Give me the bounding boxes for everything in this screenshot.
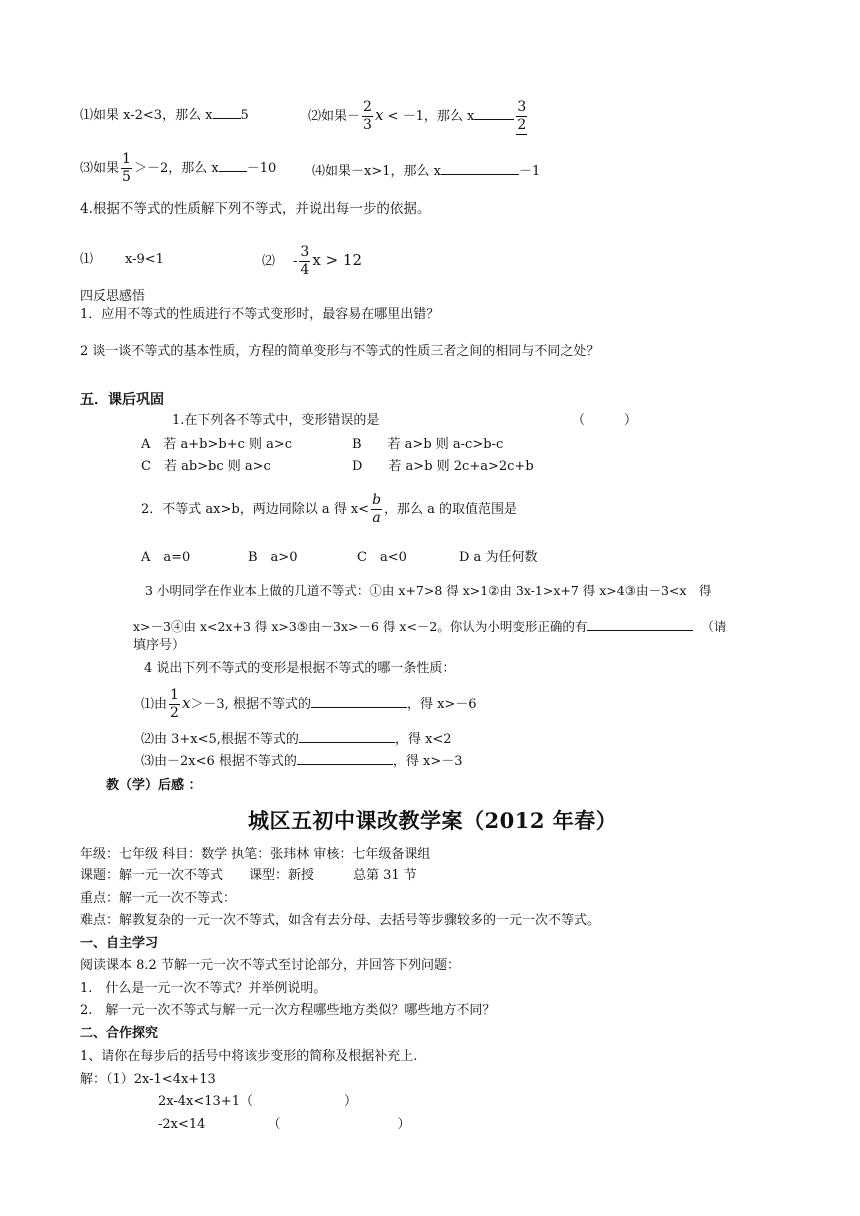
cons-q4-2-tail: ，得 x<2 xyxy=(394,732,452,747)
afterthought: 教（学）后感 ： xyxy=(106,778,202,793)
plan-sec2-q1: 1、请你在每步后的括号中将该步变形的简称及根据补充上. xyxy=(80,1049,418,1064)
plan-meta-2: 课题：解一元一次不等式 课型：新授 总第 31 节 xyxy=(80,868,417,883)
ex3-q3-fraction: $\frac{1}{5}$ xyxy=(122,151,131,185)
cons-q4-2-text: ⑵由 3+x<5,根据不等式的 xyxy=(141,732,299,747)
ex4-p2-minus: - xyxy=(293,254,298,269)
cons-q4-3 xyxy=(141,752,463,770)
plan-solution-label: 解：（1）2x-1<4x+13 xyxy=(80,1072,216,1087)
cons-q2-option-a[interactable]: A a=0 xyxy=(141,550,191,565)
cons-q4-1-var: x xyxy=(181,694,191,712)
plan-title: 城区五初中课改教学案（2012 年春） xyxy=(248,808,618,833)
ex4-title: 4.根据不等式的性质解下列不等式，并说出每一步的依据。 xyxy=(80,201,431,217)
cons-q2 xyxy=(141,491,517,529)
ex3-q4-blank[interactable] xyxy=(441,162,519,175)
plan-difficulty: 难点：解教复杂的一元一次不等式，如含有去分母、去括号等步骤较多的一元一次不等式。 xyxy=(80,913,601,928)
ex3-q2-fraction2: $\frac{3}{2}$ xyxy=(517,98,527,133)
cons-q2-tail: ，那么 a 的取值范围是 xyxy=(384,502,518,517)
plan-key-point: 重点：解一元一次不等式： xyxy=(80,891,237,906)
reflection-heading: 四反思感悟 xyxy=(80,289,146,304)
cons-q4-3-blank[interactable] xyxy=(297,752,393,765)
ex4-p2-rest: x > 12 xyxy=(312,251,362,269)
consolidation-heading: 五．课后巩固 xyxy=(80,392,164,408)
plan-sec1-intro: 阅读课本 8.2 节解一元一次不等式至讨论部分，并回答下列问题： xyxy=(80,958,460,973)
reflection-q2: 2 谈一谈不等式的基本性质，方程的简单变形与不等式的性质三者之间的相同与不同之处？ xyxy=(80,344,600,359)
ex3-q1-blank[interactable] xyxy=(213,106,241,119)
plan-step-2 xyxy=(158,1117,410,1133)
cons-q4-1-tail: ，得 x>－6 xyxy=(406,697,477,712)
cons-q1-title: 1.在下列各不等式中，变形错误的是 xyxy=(172,413,380,428)
plan-sec2-heading: 二、合作探究 xyxy=(80,1026,159,1041)
plan-sec1-q1: 1. 什么是一元一次不等式？并举例说明。 xyxy=(80,981,327,996)
ex3-q4 xyxy=(312,162,540,180)
ex4-p2 xyxy=(262,241,362,281)
plan-step-1: 2x-4x<13+1（ ） xyxy=(158,1094,357,1109)
ex3-q3-mid: ＞－2，那么 x xyxy=(133,161,219,176)
cons-q4-1 xyxy=(141,684,477,724)
ex3-q2-mid: < －1，那么 x xyxy=(383,109,475,124)
ex3-q2-var: x xyxy=(374,106,384,124)
ex3-q2-fraction: $\frac{2}{3}$ xyxy=(363,99,372,133)
cons-q1-paren: （ ） xyxy=(572,413,638,428)
cons-q2-fraction: $\frac{b}{a}$ xyxy=(372,492,382,526)
ex3-q3-text: ⑶如果 xyxy=(80,161,120,176)
reflection-q1: 1．应用不等式的性质进行不等式变形时，最容易在哪里出错？ xyxy=(80,307,440,322)
cons-q1-option-b[interactable]: B 若 a>b 则 a-c>b-c xyxy=(352,437,504,452)
cons-q4-3-text: ⑶由－2x<6 根据不等式的 xyxy=(141,754,297,769)
plan-meta-1: 年级：七年级 科目：数学 执笔：张玮林 审核：七年级备课组 xyxy=(80,847,431,862)
cons-q2-text: 2．不等式 ax>b，两边同除以 a 得 x< xyxy=(141,502,370,517)
cons-q2-option-d[interactable]: D a 为任何数 xyxy=(459,550,538,565)
cons-q2-option-b[interactable]: B a>0 xyxy=(248,550,298,565)
cons-q4-1-fraction: $\frac{1}{2}$ xyxy=(170,687,179,721)
ex3-q3-tail: －10 xyxy=(246,161,277,176)
cons-q4-1-mid: ＞－3, 根据不等式的 xyxy=(190,697,311,712)
ex3-q1 xyxy=(80,106,249,124)
ex3-q1-text: ⑴如果 x-2<3，那么 x xyxy=(80,108,213,123)
ex3-q3 xyxy=(80,150,276,188)
cons-q4-3-tail: ，得 x>－3 xyxy=(392,754,463,769)
cons-q3-line2-text: x>－3④由 x<2x+3 得 x>3⑤由－3x>－6 得 x<－2。你认为小明变形正确的有 xyxy=(133,619,588,634)
ex4-p1-label: ⑴ xyxy=(80,252,94,267)
cons-q3-line2-tail: （请 xyxy=(701,619,727,634)
plan-step-2-paren: （ ） xyxy=(267,1117,411,1132)
cons-q1-option-d[interactable]: D 若 a>b 则 2c+a>2c+b xyxy=(352,459,534,474)
cons-q3-line2 xyxy=(133,618,726,635)
cons-q3-line3: 填序号） xyxy=(133,638,186,653)
cons-q4-2-blank[interactable] xyxy=(299,730,395,743)
plan-sec1-q2: 2. 解一元一次不等式与解一元一次方程哪些地方类似？哪些地方不同？ xyxy=(80,1003,496,1018)
ex4-p1 xyxy=(80,252,164,268)
ex3-q3-blank[interactable] xyxy=(219,159,247,172)
plan-sec1-heading: 一、自主学习 xyxy=(80,936,159,951)
cons-q4-1-blank[interactable] xyxy=(311,695,407,708)
ex3-q4-tail: －1 xyxy=(518,164,541,179)
plan-step-2-expr: -2x<14 xyxy=(158,1117,206,1132)
cons-q3-line1: 3 小明同学在作业本上做的几道不等式：①由 x+7>8 得 x>1②由 3x-1>x+7 得 x>4③由－3<x 得 xyxy=(145,583,712,598)
cons-q1-option-a[interactable]: A 若 a+b>b+c 则 a>c xyxy=(141,437,293,452)
cons-q3-blank[interactable] xyxy=(587,618,693,631)
cons-q4-2 xyxy=(141,730,452,748)
cons-q4-title: 4 说出下列不等式的变形是根据不等式的哪一条性质： xyxy=(144,661,456,676)
ex4-p1-expr: x-9<1 xyxy=(125,252,164,267)
ex3-q1-tail: 5 xyxy=(240,108,249,123)
cons-q4-1-text: ⑴由 xyxy=(141,697,168,712)
ex3-q2-blank[interactable] xyxy=(474,107,514,120)
cons-q2-option-c[interactable]: C a<0 xyxy=(357,550,407,565)
cons-q1-option-c[interactable]: C 若 ab>bc 则 a>c xyxy=(141,459,271,474)
ex4-p2-label: ⑵ xyxy=(262,254,276,269)
ex3-q2-text: ⑵如果－ xyxy=(308,109,361,124)
ex4-p2-fraction: $\frac{3}{4}$ xyxy=(300,244,310,278)
ex3-q2 xyxy=(308,96,529,136)
ex3-q4-text: ⑷如果－x>1，那么 x xyxy=(312,164,441,179)
